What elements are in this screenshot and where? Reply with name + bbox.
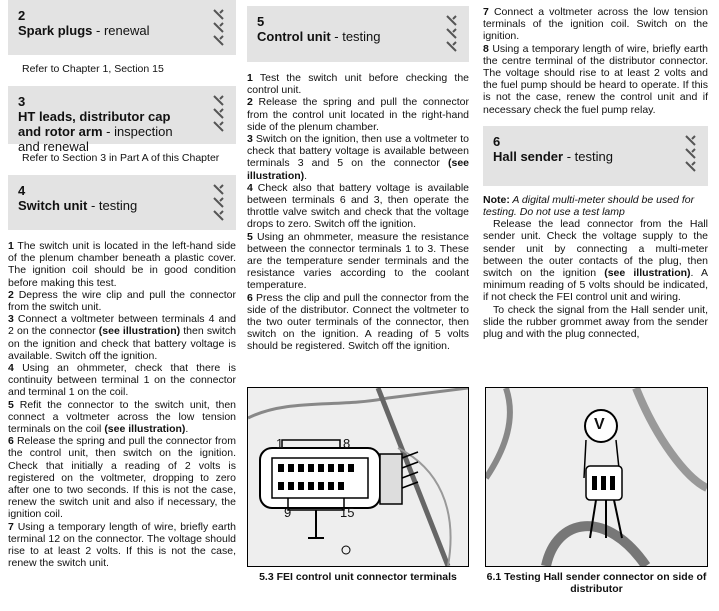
spanner-difficulty-icon [210,181,230,225]
paragraph: 6 Press the clip and pull the connector from the side of the distributor. Connect the voltmeter to the two outer terminals of the connector, then switch on the ignition. A reading of 5 volts should be registered. Switch off the ignition. [247,291,469,353]
spanner-difficulty-icon [210,92,230,136]
paragraph: 2 Release the spring and pull the connector from the control unit located in the right-hand side of the plenum chamber. [247,96,470,133]
paragraph: 5 Refit the connector to the switch unit, then connect a voltmeter across the low tension terminals on the coil (see illustration). [8,398,237,436]
section-title: HT leads, distributor cap and rotor arm [18,109,171,139]
section-2-header [8,0,236,55]
section-subtitle: - testing [87,198,138,213]
terminal-label-1: 1 [276,436,284,451]
section-5-body [247,72,469,353]
paragraph: 8 Using a temporary length of wire, briefly earth the centre terminal of the distributor connector. The voltage should rise to at least 2 volts and the fuel pump should be heard to operate. If this is not the case, renew the control unit and if necessary check the fuel pump relay. [483,42,708,116]
terminal-label-15: 15 [340,505,355,520]
section-title: Hall sender [493,148,564,164]
paragraph: 4 Check also that battery voltage is available between terminals 6 and 3, then operate the throttle valve switch and check that the voltage drops to zero. Switch off the ignition. [247,181,469,231]
section-3-header [8,86,236,154]
section-number: 5 [257,14,265,29]
hall-sender-illustration [486,388,707,566]
section-5-continued [483,6,708,116]
paragraph: 6 Release the spring and pull the connector from the control unit, then switch on the ignition. Check that initially a reading of 2 volts is registered on the voltmeter, dropping to zero after one to two seconds. If this is not the case, renew the switch unit and also if necessary, the ignition coil. [8,435,236,521]
paragraph: 3 Connect a voltmeter between terminals 4 and 2 on the connector (see illustration) then switch on the ignition and check that battery voltage is available. Switch off the ignition. [8,313,236,362]
section-6-header [483,126,708,186]
paragraph: Release the lead connector from the Hall sender unit. Check the voltage supply to the sender unit by connecting a multi-meter between the outer contacts of the plug, then switch on the ignition (see illustration). A minimum reading of 5 volts should be indicated, if not check the FEI control unit and wiring. [483,218,708,304]
column-right [483,6,708,340]
section-4-body [8,240,236,569]
section-subtitle: - testing [563,148,613,164]
figure-5-3-caption: 5.3 FEI control unit connector terminals [259,571,457,583]
paragraph: 7 Using a temporary length of wire, briefly earth terminal 12 on the connector. The voltage should rise to at least 2 volts. If this is not the case, renew the switch unit. [8,520,236,570]
section-title: Switch unit [18,198,88,213]
section-number: 6 [493,133,501,149]
section-4-header [8,175,236,230]
paragraph: 5 Using an ohmmeter, measure the resistance between the connector terminals 1 to 3. These are the temperature sender terminals and the resistance varies according to the coolant temperature. [247,230,469,292]
figure-6-1-caption: 6.1 Testing Hall sender connector on side of distributor [486,571,707,595]
section-number: 2 [18,8,26,23]
spanner-difficulty-icon [210,6,230,50]
section-title: Control unit [257,29,331,44]
paragraph: 1 Test the switch unit before checking the control unit. [247,72,469,97]
section-2-reference: Refer to Chapter 1, Section 15 [22,63,164,75]
column-left [8,0,236,569]
section-5-header [247,6,469,62]
paragraph: 2 Depress the wire clip and pull the connector from the switch unit. [8,288,236,314]
section-subtitle: - inspection and renewal [18,124,173,154]
section-number: 4 [18,183,26,198]
spanner-difficulty-icon [443,12,463,56]
figure-6-1 [485,387,708,567]
paragraph: 1 The switch unit is located in the left-hand side of the plenum chamber beneath a plastic cover. The ignition coil should be in good condition before making this test. [8,240,236,289]
spanner-difficulty-icon [682,132,702,176]
section-3-reference: Refer to Section 3 in Part A of this Chapter [22,152,220,164]
section-subtitle: - testing [330,29,381,44]
connector-illustration [248,388,468,566]
section-number: 3 [18,94,26,109]
voltmeter-label: V [594,416,605,433]
paragraph: 3 Switch on the ignition, then use a voltmeter to check that battery voltage is available between terminals 3 and 5 on the connector (see illustration). [247,133,470,182]
terminal-label-8: 8 [343,436,351,451]
figure-5-3 [247,387,469,567]
paragraph: 7 Connect a voltmeter across the low tension terminals of the ignition coil. Switch on the ignition. [483,6,708,43]
paragraph: To check the signal from the Hall sender unit, slide the rubber grommet away from the sender plug and with the plug connected, [483,303,708,341]
paragraph: 4 Using an ohmmeter, check that there is continuity between terminal 1 on the connector and terminal 1 on the coil. [8,362,237,399]
column-middle [247,6,469,353]
section-6-note: Note: A digital multi-meter should be used for testing. Do not use a test lamp [483,193,695,219]
section-title: Spark plugs [18,23,93,38]
section-subtitle: - renewal [92,23,150,38]
terminal-label-9: 9 [284,505,292,520]
